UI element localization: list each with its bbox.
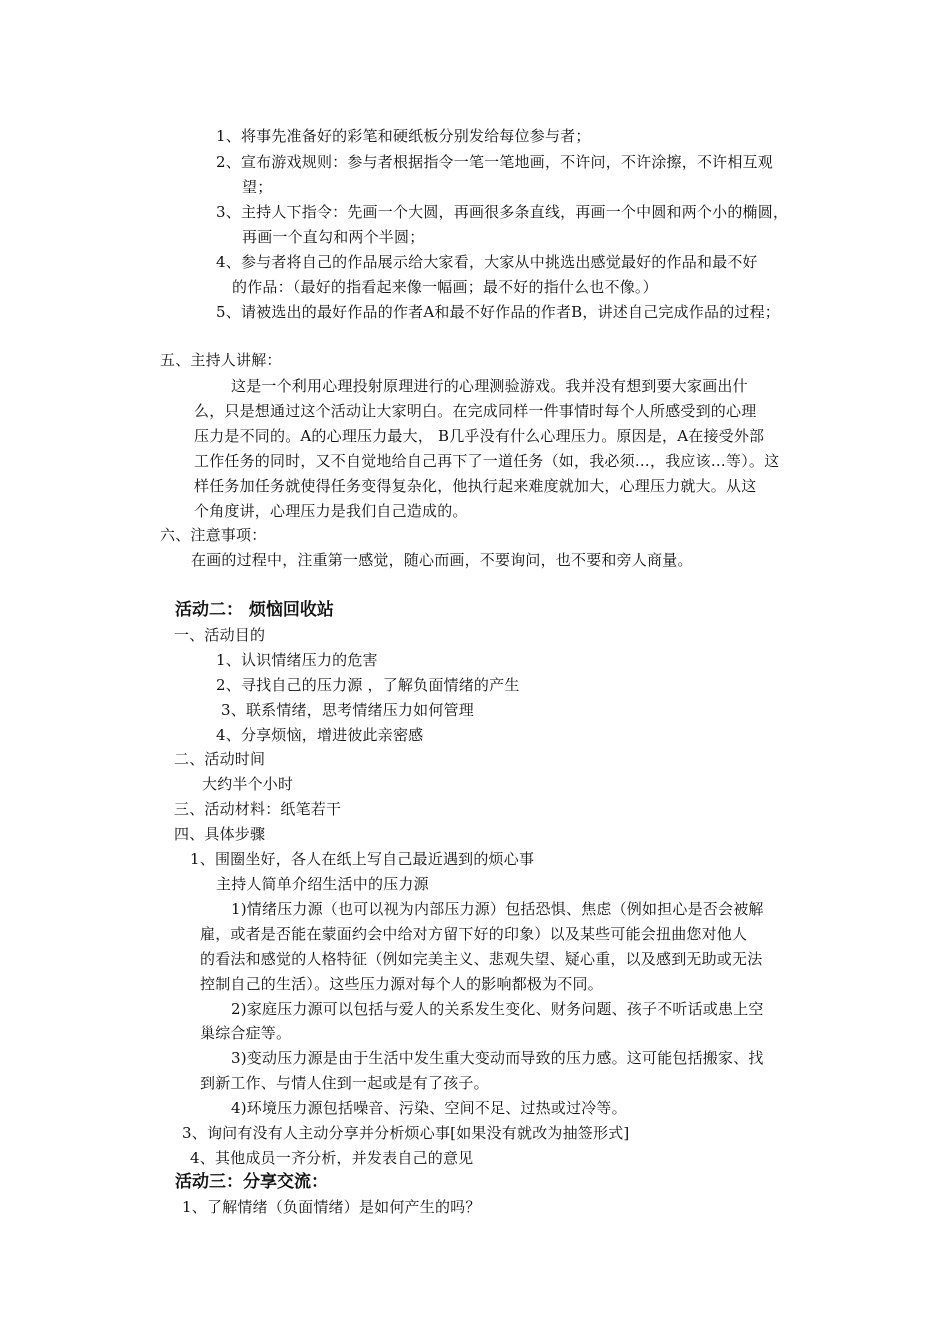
source-line: 4)环境压力源包括噪音、污染、空间不足、过热或过冷等。 (231, 1099, 627, 1117)
purpose-item: 4、分享烦恼，增进彼此亲密感 (216, 726, 424, 744)
step-line: 3、主持人下指令：先画一个大圆，再画很多条直线，再画一个中圆和两个小的椭圆， (216, 203, 789, 221)
activity-three-heading: 活动三：分享交流： (175, 1172, 328, 1192)
source-line: 1)情绪压力源（也可以视为内部压力源）包括恐惧、焦虑（例如担心是否会被解 (231, 900, 764, 918)
source-line: 到新工作、与情人住到一起或是有了孩子。 (200, 1074, 489, 1092)
step-one: 1、围圈坐好，各人在纸上写自己最近遇到的烦心事 (190, 850, 535, 868)
paragraph-line: 样任务加任务就使得任务变得复杂化，他执行起来难度就加大，心理压力就大。从这 (194, 477, 757, 495)
purpose-item: 2、寻找自己的压力源 ，了解负面情绪的产生 (216, 676, 520, 694)
step-line: 4、参与者将自己的作品展示给大家看，大家从中挑选出感觉最好的作品和最不好 (216, 253, 758, 271)
purpose-title: 一、活动目的 (174, 626, 266, 644)
source-line: 控制自己的生活）。这些压力源对每个人的影响都极为不同。 (200, 975, 603, 993)
purpose-item: 1、认识情绪压力的危害 (216, 651, 378, 669)
step-line: 再画一个直勾和两个半圆； (242, 228, 425, 246)
step-line: 1、将事先准备好的彩笔和硬纸板分别发给每位参与者； (216, 127, 591, 145)
section-title-host-explanation: 五、主持人讲解： (160, 351, 282, 369)
time-title: 二、活动时间 (174, 750, 266, 768)
paragraph-line: 个角度讲，心理压力是我们自己造成的。 (194, 502, 468, 520)
activity-two-heading: 活动二： 烦恼回收站 (175, 600, 334, 620)
steps-title: 四、具体步骤 (174, 825, 266, 843)
paragraph-line: 工作任务的同时，又不自觉地给自己再下了一道任务（如，我必须…，我应该…等）。这 (194, 452, 780, 470)
source-line: 2)家庭压力源可以包括与爱人的关系发生变化、财务问题、孩子不听话或患上空 (231, 1000, 764, 1018)
step-line: 的作品：（最好的指看起来像一幅画；最不好的指什么也不像。） (232, 278, 658, 296)
source-line: 雇，或者是否能在蒙面约会中给对方留下好的印象）以及某些可能会扭曲您对他人 (200, 925, 748, 943)
purpose-item: 3、联系情绪，思考情绪压力如何管理 (221, 701, 474, 719)
source-line: 3)变动压力源是由于生活中发生重大变动而导致的压力感。这可能包括搬家、找 (231, 1049, 764, 1067)
paragraph-line: 压力是不同的。A的心理压力最大， B几乎没有什么心理压力。原因是，A在接受外部 (194, 427, 765, 445)
step-line: 望； (242, 178, 273, 196)
section-title-notes: 六、注意事项： (160, 526, 267, 544)
step-three: 3、询问有没有人主动分享并分析烦心事[如果没有就改为抽签形式] (182, 1124, 630, 1142)
step-line: 2、宣布游戏规则：参与者根据指令一笔一笔地画，不许问，不许涂擦，不许相互观 (216, 153, 773, 171)
step-four: 4、其他成员一齐分析，并发表自己的意见 (190, 1149, 474, 1167)
materials-text: 三、活动材料：纸笔若干 (174, 800, 342, 818)
step-one-sub: 主持人简单介绍生活中的压力源 (216, 875, 429, 893)
source-line: 的看法和感觉的人格特征（例如完美主义、悲观失望、疑心重，以及感到无助或无法 (200, 950, 763, 968)
paragraph-line: 么，只是想通过这个活动让大家明白。在完成同样一件事情时每个人所感受到的心理 (194, 402, 757, 420)
paragraph-line: 这是一个利用心理投射原理进行的心理测验游戏。我并没有想到要大家画出什 (231, 377, 748, 395)
activity-three-question: 1、了解情绪（负面情绪）是如何产生的吗？ (182, 1198, 481, 1216)
source-line: 巢综合症等。 (200, 1024, 292, 1042)
step-line: 5、请被选出的最好作品的作者A和最不好作品的作者B，讲述自己完成作品的过程； (216, 303, 781, 321)
time-text: 大约半个小时 (202, 775, 294, 793)
notes-text: 在画的过程中，注重第一感觉，随心而画，不要询问，也不要和旁人商量。 (191, 551, 693, 569)
